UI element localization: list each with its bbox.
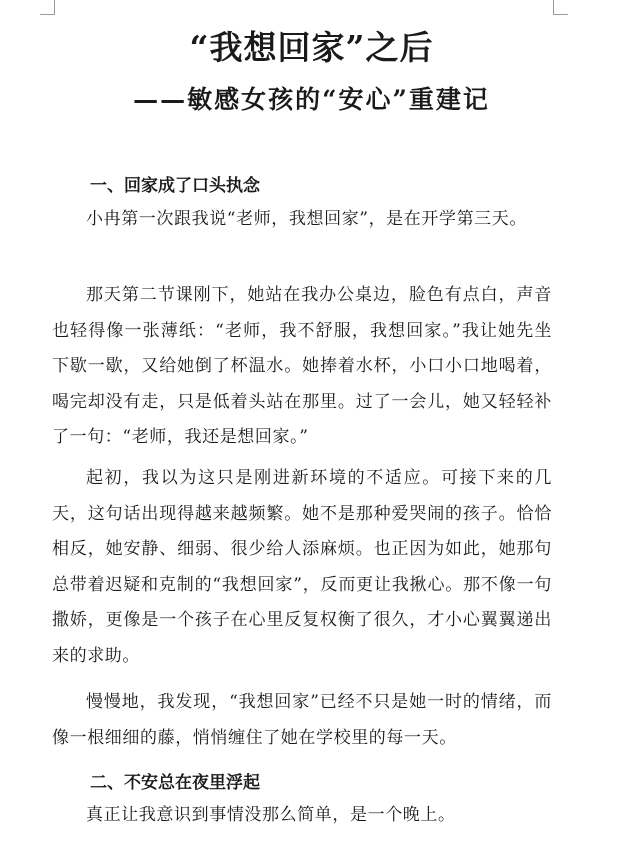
document-subtitle: ——敏感女孩的“安心”重建记	[133, 85, 490, 114]
paragraph-1-1: 小冉第一次跟我说“老师，我想回家”，是在开学第三天。	[86, 209, 527, 229]
section-heading-1: 一、回家成了口头执念	[90, 176, 260, 196]
paragraph-2-1: 真正让我意识到事情没那么简单，是一个晚上。	[86, 805, 456, 825]
document-title: “我想回家”之后	[189, 28, 434, 67]
section-heading-2: 二、不安总在夜里浮起	[90, 773, 260, 793]
crop-mark-right	[553, 0, 568, 15]
paragraph-1-2: 那天第二节课刚下，她站在我办公桌边，脸色有点白，声音也轻得像一张薄纸：“老师，我不舒服，我想回家。”我让她先坐下歇一歇，又给她倒了杯温水。她捧着水杯，小口小口地喝着，喝完却没有走，只是低着头站在那里。过了一会儿，她又轻轻补了一句：“老师，我还是想回家。”	[52, 285, 552, 447]
paragraph-1-3: 起初，我以为这只是刚进新环境的不适应。可接下来的几天，这句话出现得越来越频繁。她不是那种爱哭闹的孩子。恰恰相反，她安静、细弱、很少给人添麻烦。也正因为如此，她那句总带着迟疑和克制的“我想回家”，反而更让我揪心。那不像一句撒娇，更像是一个孩子在心里反复权衡了很久，才小心翼翼递出来的求助。	[52, 468, 552, 666]
paragraph-1-4: 慢慢地，我发现，“我想回家”已经不只是她一时的情绪，而像一根细细的藤，悄悄缠住了她在学校里的每一天。	[52, 692, 552, 748]
crop-mark-left	[40, 0, 55, 15]
